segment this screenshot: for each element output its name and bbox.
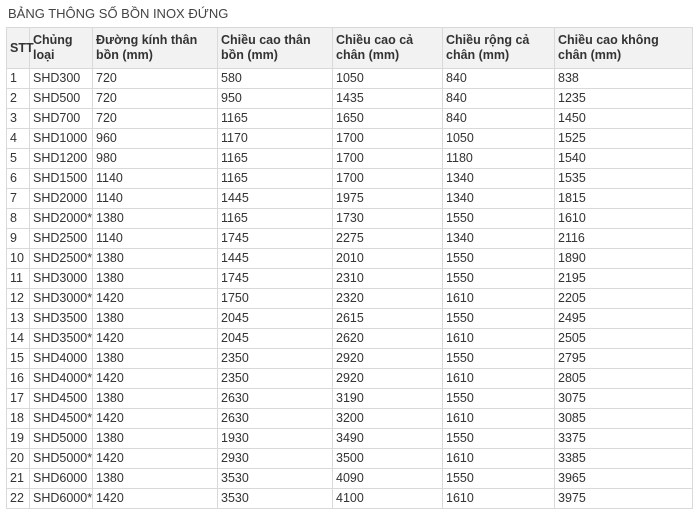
cell-type: SHD700 — [30, 109, 93, 129]
cell-width-with-legs: 840 — [443, 109, 555, 129]
cell-width-with-legs: 1610 — [443, 369, 555, 389]
cell-body-height: 1445 — [218, 189, 333, 209]
cell-type: SHD500 — [30, 89, 93, 109]
header-body-height: Chiều cao thân bồn (mm) — [218, 28, 333, 69]
cell-type: SHD1200 — [30, 149, 93, 169]
cell-height-without-legs: 1535 — [555, 169, 693, 189]
cell-total-height: 1700 — [333, 149, 443, 169]
cell-total-height: 2275 — [333, 229, 443, 249]
header-row — [7, 28, 693, 69]
cell-body-height: 1165 — [218, 109, 333, 129]
cell-diameter: 1380 — [93, 269, 218, 289]
cell-height-without-legs: 1525 — [555, 129, 693, 149]
cell-stt: 9 — [7, 229, 30, 249]
cell-type: SHD6000* — [30, 489, 93, 509]
cell-total-height: 1975 — [333, 189, 443, 209]
cell-width-with-legs: 1340 — [443, 169, 555, 189]
cell-total-height: 4100 — [333, 489, 443, 509]
cell-type: SHD2000* — [30, 209, 93, 229]
table-row — [7, 489, 693, 509]
cell-diameter: 1420 — [93, 329, 218, 349]
cell-body-height: 580 — [218, 69, 333, 89]
cell-type: SHD1500 — [30, 169, 93, 189]
table-row — [7, 249, 693, 269]
cell-stt: 2 — [7, 89, 30, 109]
header-height-without-legs: Chiều cao không chân (mm) — [555, 28, 693, 69]
cell-stt: 5 — [7, 149, 30, 169]
cell-type: SHD3000* — [30, 289, 93, 309]
cell-stt: 11 — [7, 269, 30, 289]
cell-width-with-legs: 1550 — [443, 469, 555, 489]
cell-diameter: 980 — [93, 149, 218, 169]
cell-body-height: 2045 — [218, 309, 333, 329]
cell-diameter: 1380 — [93, 389, 218, 409]
cell-width-with-legs: 1550 — [443, 269, 555, 289]
cell-diameter: 1420 — [93, 489, 218, 509]
cell-diameter: 1420 — [93, 449, 218, 469]
cell-total-height: 2920 — [333, 349, 443, 369]
spec-table — [6, 27, 693, 509]
table-row — [7, 129, 693, 149]
cell-height-without-legs: 1235 — [555, 89, 693, 109]
cell-height-without-legs: 2205 — [555, 289, 693, 309]
cell-body-height: 3530 — [218, 489, 333, 509]
cell-height-without-legs: 2795 — [555, 349, 693, 369]
cell-width-with-legs: 1180 — [443, 149, 555, 169]
cell-diameter: 1140 — [93, 169, 218, 189]
cell-diameter: 1380 — [93, 249, 218, 269]
cell-type: SHD3500 — [30, 309, 93, 329]
cell-body-height: 950 — [218, 89, 333, 109]
cell-type: SHD5000* — [30, 449, 93, 469]
table-row — [7, 389, 693, 409]
header-width-with-legs: Chiều rộng cả chân (mm) — [443, 28, 555, 69]
cell-body-height: 2350 — [218, 349, 333, 369]
cell-width-with-legs: 1610 — [443, 329, 555, 349]
cell-width-with-legs: 1550 — [443, 249, 555, 269]
cell-body-height: 1165 — [218, 149, 333, 169]
cell-height-without-legs: 1890 — [555, 249, 693, 269]
cell-body-height: 2630 — [218, 409, 333, 429]
cell-stt: 10 — [7, 249, 30, 269]
cell-stt: 1 — [7, 69, 30, 89]
cell-type: SHD6000 — [30, 469, 93, 489]
cell-diameter: 720 — [93, 109, 218, 129]
cell-diameter: 1140 — [93, 229, 218, 249]
header-total-height: Chiều cao cả chân (mm) — [333, 28, 443, 69]
cell-body-height: 1750 — [218, 289, 333, 309]
cell-diameter: 960 — [93, 129, 218, 149]
cell-stt: 3 — [7, 109, 30, 129]
cell-body-height: 2930 — [218, 449, 333, 469]
cell-stt: 16 — [7, 369, 30, 389]
cell-height-without-legs: 1815 — [555, 189, 693, 209]
cell-diameter: 720 — [93, 69, 218, 89]
header-diameter: Đường kính thân bồn (mm) — [93, 28, 218, 69]
cell-total-height: 1435 — [333, 89, 443, 109]
cell-stt: 8 — [7, 209, 30, 229]
cell-stt: 14 — [7, 329, 30, 349]
cell-total-height: 2010 — [333, 249, 443, 269]
cell-height-without-legs: 1540 — [555, 149, 693, 169]
cell-total-height: 2620 — [333, 329, 443, 349]
cell-type: SHD1000 — [30, 129, 93, 149]
cell-total-height: 2615 — [333, 309, 443, 329]
cell-stt: 20 — [7, 449, 30, 469]
cell-diameter: 1140 — [93, 189, 218, 209]
table-row — [7, 429, 693, 449]
cell-type: SHD3500* — [30, 329, 93, 349]
cell-body-height: 2045 — [218, 329, 333, 349]
cell-width-with-legs: 1550 — [443, 349, 555, 369]
table-row — [7, 349, 693, 369]
cell-diameter: 1380 — [93, 469, 218, 489]
table-row — [7, 169, 693, 189]
cell-height-without-legs: 3965 — [555, 469, 693, 489]
cell-height-without-legs: 2495 — [555, 309, 693, 329]
header-stt: STT — [7, 28, 30, 69]
table-row — [7, 89, 693, 109]
cell-stt: 12 — [7, 289, 30, 309]
cell-stt: 7 — [7, 189, 30, 209]
cell-body-height: 1745 — [218, 269, 333, 289]
cell-type: SHD4500* — [30, 409, 93, 429]
table-row — [7, 449, 693, 469]
cell-type: SHD2500* — [30, 249, 93, 269]
cell-stt: 13 — [7, 309, 30, 329]
table-row — [7, 69, 693, 89]
cell-total-height: 3490 — [333, 429, 443, 449]
cell-body-height: 1745 — [218, 229, 333, 249]
table-row — [7, 189, 693, 209]
cell-width-with-legs: 1340 — [443, 189, 555, 209]
cell-body-height: 1445 — [218, 249, 333, 269]
cell-width-with-legs: 1550 — [443, 309, 555, 329]
cell-stt: 22 — [7, 489, 30, 509]
cell-total-height: 3190 — [333, 389, 443, 409]
table-row — [7, 149, 693, 169]
cell-body-height: 3530 — [218, 469, 333, 489]
cell-width-with-legs: 1610 — [443, 449, 555, 469]
table-row — [7, 229, 693, 249]
cell-body-height: 1165 — [218, 169, 333, 189]
cell-body-height: 1170 — [218, 129, 333, 149]
cell-stt: 18 — [7, 409, 30, 429]
cell-total-height: 2920 — [333, 369, 443, 389]
cell-type: SHD300 — [30, 69, 93, 89]
cell-total-height: 4090 — [333, 469, 443, 489]
cell-total-height: 1730 — [333, 209, 443, 229]
cell-stt: 4 — [7, 129, 30, 149]
cell-total-height: 2310 — [333, 269, 443, 289]
cell-type: SHD5000 — [30, 429, 93, 449]
cell-stt: 6 — [7, 169, 30, 189]
cell-type: SHD2500 — [30, 229, 93, 249]
cell-total-height: 1050 — [333, 69, 443, 89]
cell-diameter: 1380 — [93, 429, 218, 449]
cell-height-without-legs: 3975 — [555, 489, 693, 509]
table-row — [7, 109, 693, 129]
cell-total-height: 1650 — [333, 109, 443, 129]
cell-body-height: 2350 — [218, 369, 333, 389]
cell-width-with-legs: 840 — [443, 89, 555, 109]
cell-width-with-legs: 840 — [443, 69, 555, 89]
cell-type: SHD2000 — [30, 189, 93, 209]
table-row — [7, 469, 693, 489]
cell-total-height: 1700 — [333, 129, 443, 149]
page-title: BẢNG THÔNG SỐ BỒN INOX ĐỨNG — [8, 6, 229, 21]
cell-height-without-legs: 1450 — [555, 109, 693, 129]
cell-type: SHD4000 — [30, 349, 93, 369]
cell-height-without-legs: 3375 — [555, 429, 693, 449]
cell-height-without-legs: 3385 — [555, 449, 693, 469]
cell-diameter: 720 — [93, 89, 218, 109]
table-row — [7, 329, 693, 349]
cell-height-without-legs: 1610 — [555, 209, 693, 229]
cell-width-with-legs: 1050 — [443, 129, 555, 149]
table-row — [7, 269, 693, 289]
cell-width-with-legs: 1610 — [443, 409, 555, 429]
table-row — [7, 289, 693, 309]
cell-total-height: 2320 — [333, 289, 443, 309]
cell-diameter: 1380 — [93, 349, 218, 369]
cell-stt: 21 — [7, 469, 30, 489]
cell-body-height: 1165 — [218, 209, 333, 229]
table-row — [7, 409, 693, 429]
cell-total-height: 3200 — [333, 409, 443, 429]
cell-total-height: 1700 — [333, 169, 443, 189]
cell-type: SHD4000* — [30, 369, 93, 389]
cell-height-without-legs: 3085 — [555, 409, 693, 429]
cell-height-without-legs: 2805 — [555, 369, 693, 389]
cell-width-with-legs: 1550 — [443, 209, 555, 229]
cell-diameter: 1420 — [93, 289, 218, 309]
cell-height-without-legs: 838 — [555, 69, 693, 89]
cell-height-without-legs: 3075 — [555, 389, 693, 409]
cell-stt: 17 — [7, 389, 30, 409]
header-type: Chủng loại — [30, 28, 93, 69]
cell-body-height: 1930 — [218, 429, 333, 449]
cell-width-with-legs: 1550 — [443, 429, 555, 449]
cell-total-height: 3500 — [333, 449, 443, 469]
cell-stt: 15 — [7, 349, 30, 369]
cell-width-with-legs: 1610 — [443, 489, 555, 509]
cell-stt: 19 — [7, 429, 30, 449]
cell-type: SHD4500 — [30, 389, 93, 409]
cell-diameter: 1420 — [93, 369, 218, 389]
table-row — [7, 369, 693, 389]
cell-width-with-legs: 1550 — [443, 389, 555, 409]
cell-height-without-legs: 2195 — [555, 269, 693, 289]
cell-diameter: 1420 — [93, 409, 218, 429]
cell-height-without-legs: 2505 — [555, 329, 693, 349]
cell-type: SHD3000 — [30, 269, 93, 289]
cell-width-with-legs: 1340 — [443, 229, 555, 249]
cell-width-with-legs: 1610 — [443, 289, 555, 309]
cell-diameter: 1380 — [93, 309, 218, 329]
cell-height-without-legs: 2116 — [555, 229, 693, 249]
table-row — [7, 309, 693, 329]
table-body — [7, 69, 693, 509]
table-row — [7, 209, 693, 229]
cell-body-height: 2630 — [218, 389, 333, 409]
table-header — [7, 28, 693, 69]
cell-diameter: 1380 — [93, 209, 218, 229]
